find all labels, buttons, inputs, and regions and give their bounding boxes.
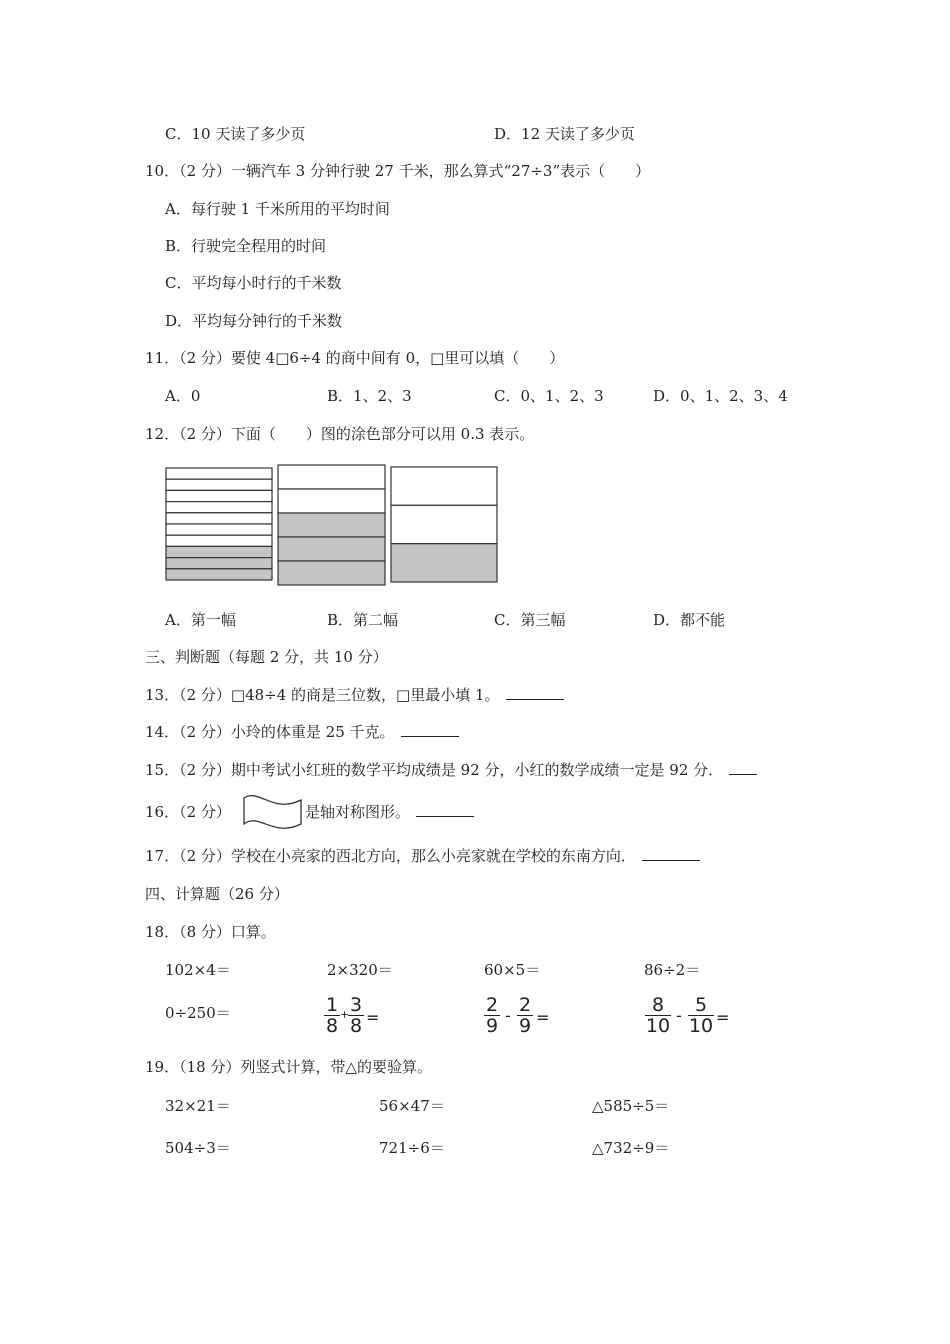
q12-stem: 12．（2 分）下面（ ）图的涂色部分可以用 0.3 表示。: [145, 425, 535, 443]
q19-item-4: 504÷3＝: [165, 1139, 231, 1157]
q19-item-6: △732÷9＝: [592, 1139, 670, 1157]
q18-item-5: 0÷250＝: [165, 1004, 231, 1022]
section-4-title: 四、计算题（26 分）: [145, 885, 289, 903]
q13-stem: 13．（2 分）□48÷4 的商是三位数，□里最小填 1。: [145, 686, 500, 704]
q10-option-d: D．平均每分钟行的千米数: [165, 312, 343, 330]
q11-option-d: D．0、1、2、3、4: [653, 387, 788, 405]
q12-figure-1-row: [166, 490, 272, 501]
q10-option-a: A．每行驶 1 千米所用的平均时间: [165, 200, 390, 218]
q12-figures: [160, 462, 520, 587]
q16-wave-figure: [241, 792, 305, 832]
q10-option-c: C．平均每小时行的千米数: [165, 274, 342, 292]
q12-figure-1-row: [166, 513, 272, 524]
q18-stem: 18．（8 分）口算。: [145, 923, 276, 941]
q14-line: [145, 722, 459, 742]
q12-figure-2-row: [278, 561, 385, 585]
section-3-title: 三、判断题（每题 2 分，共 10 分）: [145, 648, 388, 666]
q12-option-c: C．第三幅: [494, 611, 566, 629]
q18-frac2-left: 2 9: [485, 994, 499, 1037]
q11-option-c: C．0、1、2、3: [494, 387, 604, 405]
q17-line: [145, 846, 700, 866]
q12-figure-1-row: [166, 479, 272, 490]
q17-answer-blank[interactable]: [642, 846, 700, 861]
q18-frac1-right: 3 8: [349, 994, 363, 1037]
q12-figure-1-row: [166, 546, 272, 557]
q16-suffix: 是轴对称图形。: [305, 803, 411, 821]
q12-figure-3-row: [391, 544, 497, 582]
q18-frac3-left: 8 10: [645, 994, 671, 1037]
q18-frac2-eq: =: [536, 1008, 550, 1027]
q18-frac3-op: -: [676, 1006, 682, 1025]
q18-frac1-eq: =: [366, 1008, 380, 1027]
q12-figure-1-row: [166, 468, 272, 479]
q12-option-b: B．第二幅: [327, 611, 399, 629]
q18-frac1-left: 1 8: [325, 994, 339, 1037]
q18-item-2: 2×320＝: [327, 961, 393, 979]
q17-stem: 17．（2 分）学校在小亮家的西北方向，那么小亮家就在学校的东南方向．: [145, 847, 636, 865]
q18-frac3-eq: =: [716, 1008, 730, 1027]
q19-item-2: 56×47＝: [379, 1097, 445, 1115]
q12-figure-1-row: [166, 558, 272, 569]
q18-item-3: 60×5＝: [484, 961, 541, 979]
q13-answer-blank[interactable]: [506, 685, 564, 700]
q12-figure-2-row: [278, 489, 385, 513]
q11-option-b: B．1、2、3: [327, 387, 412, 405]
q19-stem: 19．（18 分）列竖式计算，带△的要验算。: [145, 1058, 432, 1076]
q16-line: [305, 802, 474, 822]
q12-figure-1-row: [166, 524, 272, 535]
q19-item-3: △585÷5＝: [592, 1097, 670, 1115]
q10-option-b: B．行驶完全程用的时间: [165, 237, 327, 255]
q15-answer-blank[interactable]: [729, 760, 757, 775]
q18-item-4: 86÷2＝: [644, 961, 701, 979]
q11-option-a: A．0: [165, 387, 201, 405]
q10-stem: 10．（2 分）一辆汽车 3 分钟行驶 27 千米，那么算式“27÷3”表示（ ）: [145, 162, 651, 180]
q9-option-c: C．10 天读了多少页: [165, 125, 306, 143]
q12-figure-2-row: [278, 513, 385, 537]
q18-item-1: 102×4＝: [165, 961, 231, 979]
q12-figure-1-row: [166, 535, 272, 546]
q16-prefix: 16．（2 分）: [145, 803, 231, 821]
q11-stem: 11．（2 分）要使 4□6÷4 的商中间有 0，□里可以填（ ）: [145, 349, 565, 367]
q12-figure-2-row: [278, 537, 385, 561]
q18-frac2-right: 2 9: [518, 994, 532, 1037]
q19-item-5: 721÷6＝: [379, 1139, 445, 1157]
q12-figure-1-row: [166, 502, 272, 513]
q13-line: [145, 685, 564, 705]
q18-frac3-right: 5 10: [688, 994, 714, 1037]
q14-stem: 14．（2 分）小玲的体重是 25 千克。: [145, 723, 395, 741]
q12-figure-3-row: [391, 467, 497, 505]
q18-frac1-op: +: [340, 1008, 350, 1021]
q9-option-d: D．12 天读了多少页: [494, 125, 635, 143]
q12-option-d: D．都不能: [653, 611, 726, 629]
q12-figure-3-row: [391, 505, 497, 543]
q14-answer-blank[interactable]: [401, 722, 459, 737]
q19-item-1: 32×21＝: [165, 1097, 231, 1115]
q12-figure-2-row: [278, 465, 385, 489]
q15-stem: 15．（2 分）期中考试小红班的数学平均成绩是 92 分，小红的数学成绩一定是 92 分．: [145, 761, 724, 779]
q15-line: [145, 760, 757, 780]
q12-option-a: A．第一幅: [165, 611, 236, 629]
q18-frac2-op: -: [505, 1006, 511, 1025]
q12-figure-1-row: [166, 569, 272, 580]
q16-answer-blank[interactable]: [416, 802, 474, 817]
